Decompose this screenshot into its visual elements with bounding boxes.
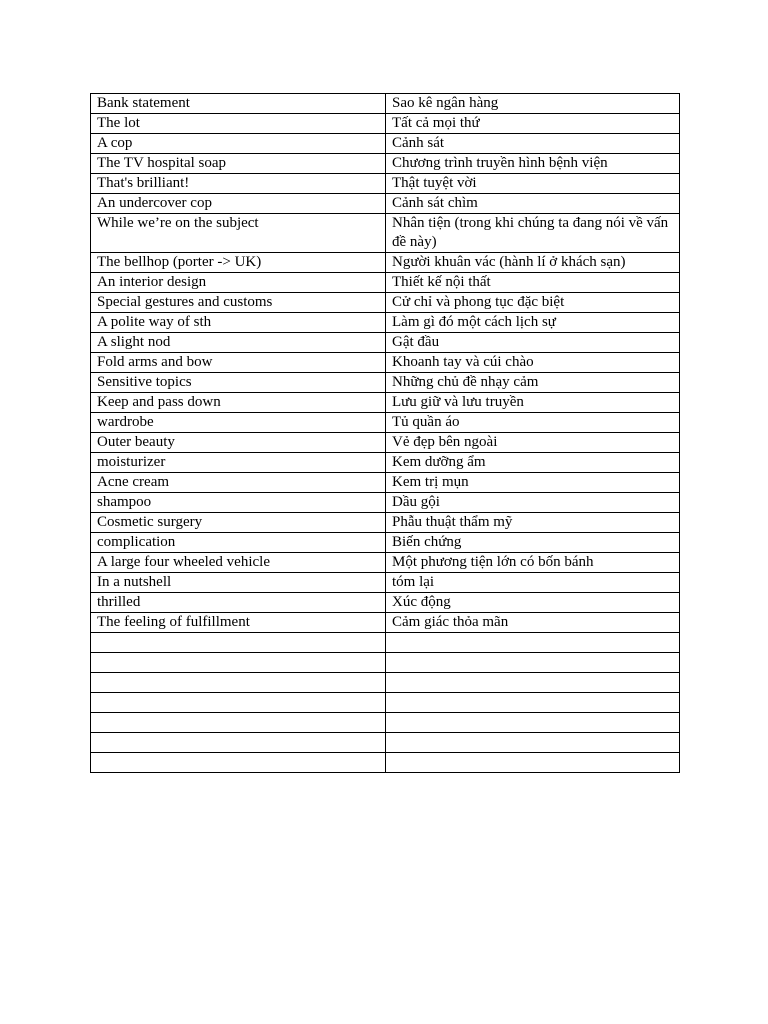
english-term-cell: Special gestures and customs bbox=[91, 293, 386, 313]
vietnamese-meaning-cell: Cử chỉ và phong tục đặc biệt bbox=[386, 293, 680, 313]
vietnamese-meaning-cell bbox=[386, 693, 680, 713]
english-term-cell: In a nutshell bbox=[91, 573, 386, 593]
vietnamese-meaning-cell: Một phương tiện lớn có bốn bánh bbox=[386, 553, 680, 573]
vietnamese-meaning-cell bbox=[386, 733, 680, 753]
english-term-cell: thrilled bbox=[91, 593, 386, 613]
table-row bbox=[91, 134, 680, 154]
vietnamese-meaning-cell: Tất cả mọi thứ bbox=[386, 114, 680, 134]
vietnamese-meaning-cell: Kem dưỡng ẩm bbox=[386, 453, 680, 473]
table-row bbox=[91, 333, 680, 353]
vietnamese-meaning-cell: Cảnh sát chìm bbox=[386, 194, 680, 214]
table-row bbox=[91, 653, 680, 673]
vietnamese-meaning-cell bbox=[386, 673, 680, 693]
table-row bbox=[91, 713, 680, 733]
vietnamese-meaning-cell: Chương trình truyền hình bệnh viện bbox=[386, 154, 680, 174]
english-term-cell: The lot bbox=[91, 114, 386, 134]
vietnamese-meaning-cell: Gật đầu bbox=[386, 333, 680, 353]
english-term-cell: The feeling of fulfillment bbox=[91, 613, 386, 633]
vietnamese-meaning-cell bbox=[386, 633, 680, 653]
english-term-cell: While we’re on the subject bbox=[91, 214, 386, 253]
english-term-cell: complication bbox=[91, 533, 386, 553]
vocabulary-table-body bbox=[91, 94, 680, 773]
english-term-cell: A large four wheeled vehicle bbox=[91, 553, 386, 573]
vietnamese-meaning-cell bbox=[386, 713, 680, 733]
vietnamese-meaning-cell: tóm lại bbox=[386, 573, 680, 593]
english-term-cell: An undercover cop bbox=[91, 194, 386, 214]
vietnamese-meaning-cell: Cảnh sát bbox=[386, 134, 680, 154]
table-row bbox=[91, 214, 680, 253]
table-row bbox=[91, 293, 680, 313]
table-row bbox=[91, 94, 680, 114]
vietnamese-meaning-cell: Biến chứng bbox=[386, 533, 680, 553]
table-row bbox=[91, 533, 680, 553]
table-row bbox=[91, 693, 680, 713]
table-row bbox=[91, 353, 680, 373]
vietnamese-meaning-cell: Nhân tiện (trong khi chúng ta đang nói về vấn đề này) bbox=[386, 214, 680, 253]
english-term-cell bbox=[91, 693, 386, 713]
table-row bbox=[91, 313, 680, 333]
english-term-cell: Sensitive topics bbox=[91, 373, 386, 393]
english-term-cell: shampoo bbox=[91, 493, 386, 513]
table-row bbox=[91, 673, 680, 693]
table-row bbox=[91, 253, 680, 273]
vietnamese-meaning-cell: Vẻ đẹp bên ngoài bbox=[386, 433, 680, 453]
english-term-cell: Bank statement bbox=[91, 94, 386, 114]
vietnamese-meaning-cell: Lưu giữ và lưu truyền bbox=[386, 393, 680, 413]
vietnamese-meaning-cell: Xúc động bbox=[386, 593, 680, 613]
vocabulary-table bbox=[90, 93, 680, 773]
english-term-cell: Cosmetic surgery bbox=[91, 513, 386, 533]
vietnamese-meaning-cell: Thiết kế nội thất bbox=[386, 273, 680, 293]
english-term-cell: That's brilliant! bbox=[91, 174, 386, 194]
vietnamese-meaning-cell: Những chủ đề nhạy cảm bbox=[386, 373, 680, 393]
vietnamese-meaning-cell: Làm gì đó một cách lịch sự bbox=[386, 313, 680, 333]
english-term-cell bbox=[91, 633, 386, 653]
english-term-cell bbox=[91, 733, 386, 753]
english-term-cell bbox=[91, 753, 386, 773]
table-row bbox=[91, 154, 680, 174]
english-term-cell: An interior design bbox=[91, 273, 386, 293]
table-row bbox=[91, 433, 680, 453]
vietnamese-meaning-cell: Thật tuyệt vời bbox=[386, 174, 680, 194]
english-term-cell bbox=[91, 653, 386, 673]
english-term-cell: A slight nod bbox=[91, 333, 386, 353]
english-term-cell: Outer beauty bbox=[91, 433, 386, 453]
table-row bbox=[91, 493, 680, 513]
vietnamese-meaning-cell: Tủ quần áo bbox=[386, 413, 680, 433]
english-term-cell: The TV hospital soap bbox=[91, 154, 386, 174]
table-row bbox=[91, 593, 680, 613]
table-row bbox=[91, 194, 680, 214]
vietnamese-meaning-cell: Người khuân vác (hành lí ở khách sạn) bbox=[386, 253, 680, 273]
vietnamese-meaning-cell: Phẫu thuật thẩm mỹ bbox=[386, 513, 680, 533]
table-row bbox=[91, 573, 680, 593]
english-term-cell: A polite way of sth bbox=[91, 313, 386, 333]
table-row bbox=[91, 513, 680, 533]
english-term-cell bbox=[91, 673, 386, 693]
table-row bbox=[91, 413, 680, 433]
english-term-cell bbox=[91, 713, 386, 733]
table-row bbox=[91, 473, 680, 493]
english-term-cell: wardrobe bbox=[91, 413, 386, 433]
table-row bbox=[91, 114, 680, 134]
table-row bbox=[91, 753, 680, 773]
vietnamese-meaning-cell: Khoanh tay và cúi chào bbox=[386, 353, 680, 373]
table-row bbox=[91, 393, 680, 413]
table-row bbox=[91, 733, 680, 753]
english-term-cell: Fold arms and bow bbox=[91, 353, 386, 373]
vietnamese-meaning-cell: Kem trị mụn bbox=[386, 473, 680, 493]
vietnamese-meaning-cell: Dầu gội bbox=[386, 493, 680, 513]
table-row bbox=[91, 273, 680, 293]
table-row bbox=[91, 613, 680, 633]
table-row bbox=[91, 633, 680, 653]
table-row bbox=[91, 453, 680, 473]
vietnamese-meaning-cell: Sao kê ngân hàng bbox=[386, 94, 680, 114]
english-term-cell: Keep and pass down bbox=[91, 393, 386, 413]
table-row bbox=[91, 553, 680, 573]
table-row bbox=[91, 373, 680, 393]
vietnamese-meaning-cell: Cảm giác thỏa mãn bbox=[386, 613, 680, 633]
table-row bbox=[91, 174, 680, 194]
english-term-cell: The bellhop (porter -> UK) bbox=[91, 253, 386, 273]
vietnamese-meaning-cell bbox=[386, 753, 680, 773]
english-term-cell: A cop bbox=[91, 134, 386, 154]
english-term-cell: Acne cream bbox=[91, 473, 386, 493]
vietnamese-meaning-cell bbox=[386, 653, 680, 673]
english-term-cell: moisturizer bbox=[91, 453, 386, 473]
